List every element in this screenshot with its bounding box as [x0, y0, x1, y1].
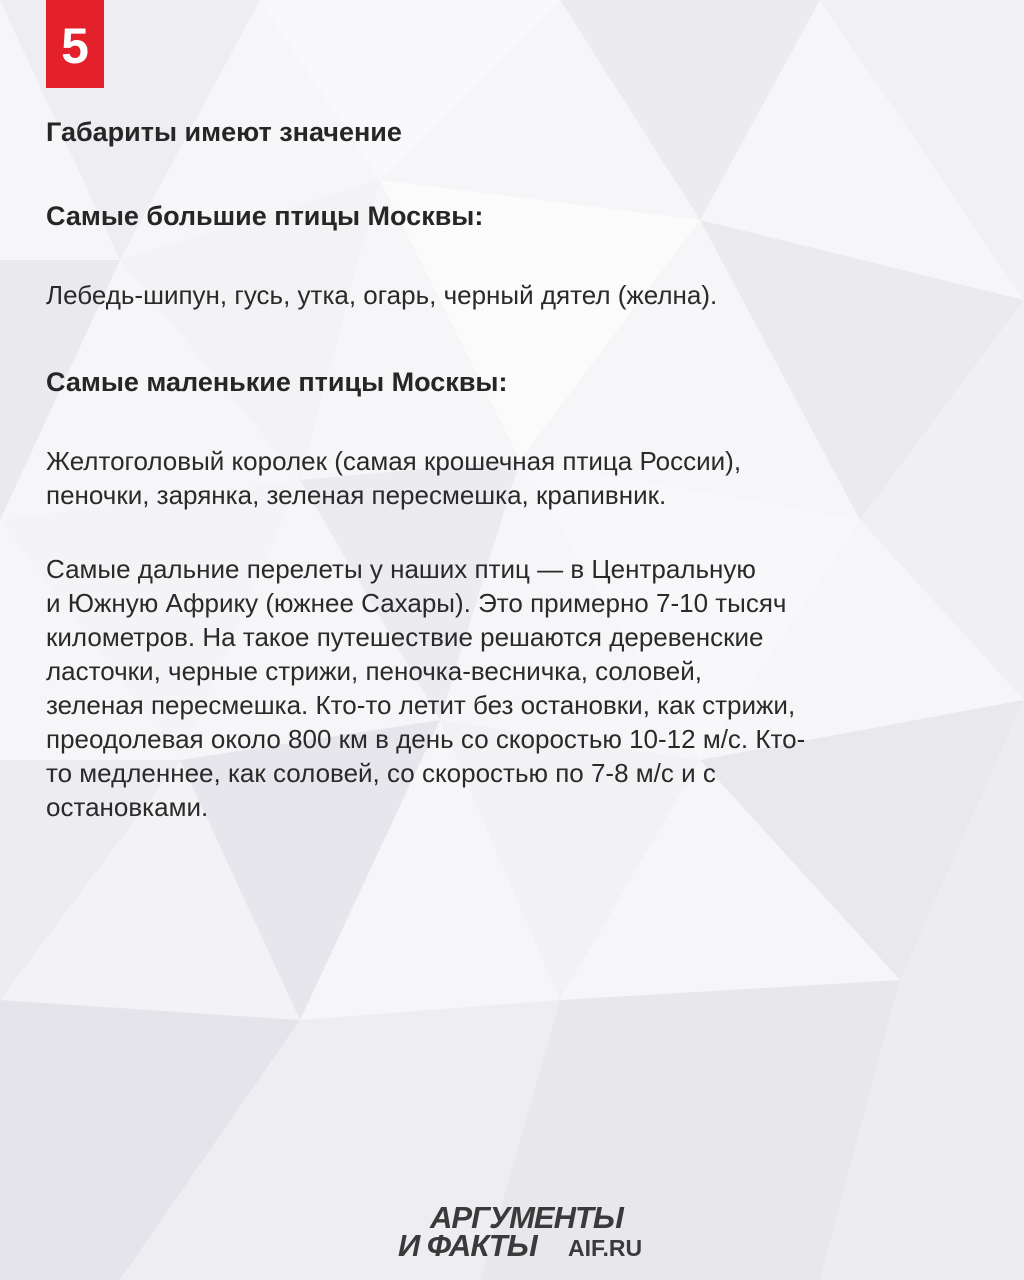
smallest-birds-text	[46, 444, 976, 512]
flight-paragraph	[46, 552, 976, 824]
smallest-birds-heading: Самые маленькие птицы Москвы:	[46, 367, 508, 397]
text-line: километров. На такое путешествие решаются деревенские	[46, 622, 764, 652]
text-line: пеночки, зарянка, зеленая пересмешка, крапивник.	[46, 480, 667, 510]
page-number-badge	[46, 0, 104, 88]
text-line: Самые дальние перелеты у наших птиц — в Центральную	[46, 554, 756, 584]
text-line: то медленнее, как соловей, со скоростью по 7-8 м/с и с	[46, 758, 716, 788]
article-content	[46, 110, 976, 824]
page-number: 5	[61, 18, 89, 74]
logo-line-1: АРГУМЕНТЫ	[430, 1200, 623, 1235]
logo-site: AIF.RU	[568, 1235, 643, 1261]
text-line: преодолевая около 800 км в день со скоростью 10-12 м/с. Кто-	[46, 724, 806, 754]
largest-birds-text: Лебедь-шипун, гусь, утка, огарь, черный дятел (желна).	[46, 280, 718, 310]
section-title: Габариты имеют значение	[46, 117, 402, 147]
text-line: зеленая пересмешка. Кто-то летит без остановки, как стрижи,	[46, 690, 796, 720]
text-line: Желтоголовый королек (самая крошечная птица России),	[46, 446, 742, 476]
text-line: и Южную Африку (южнее Сахары). Это примерно 7-10 тысяч	[46, 588, 787, 618]
aif-logo	[396, 1200, 656, 1262]
text-line: ласточки, черные стрижи, пеночка-весничка, соловей,	[46, 656, 702, 686]
text-line: остановками.	[46, 792, 209, 822]
logo-line-2: И ФАКТЫ	[398, 1228, 537, 1262]
largest-birds-heading: Самые большие птицы Москвы:	[46, 201, 484, 231]
